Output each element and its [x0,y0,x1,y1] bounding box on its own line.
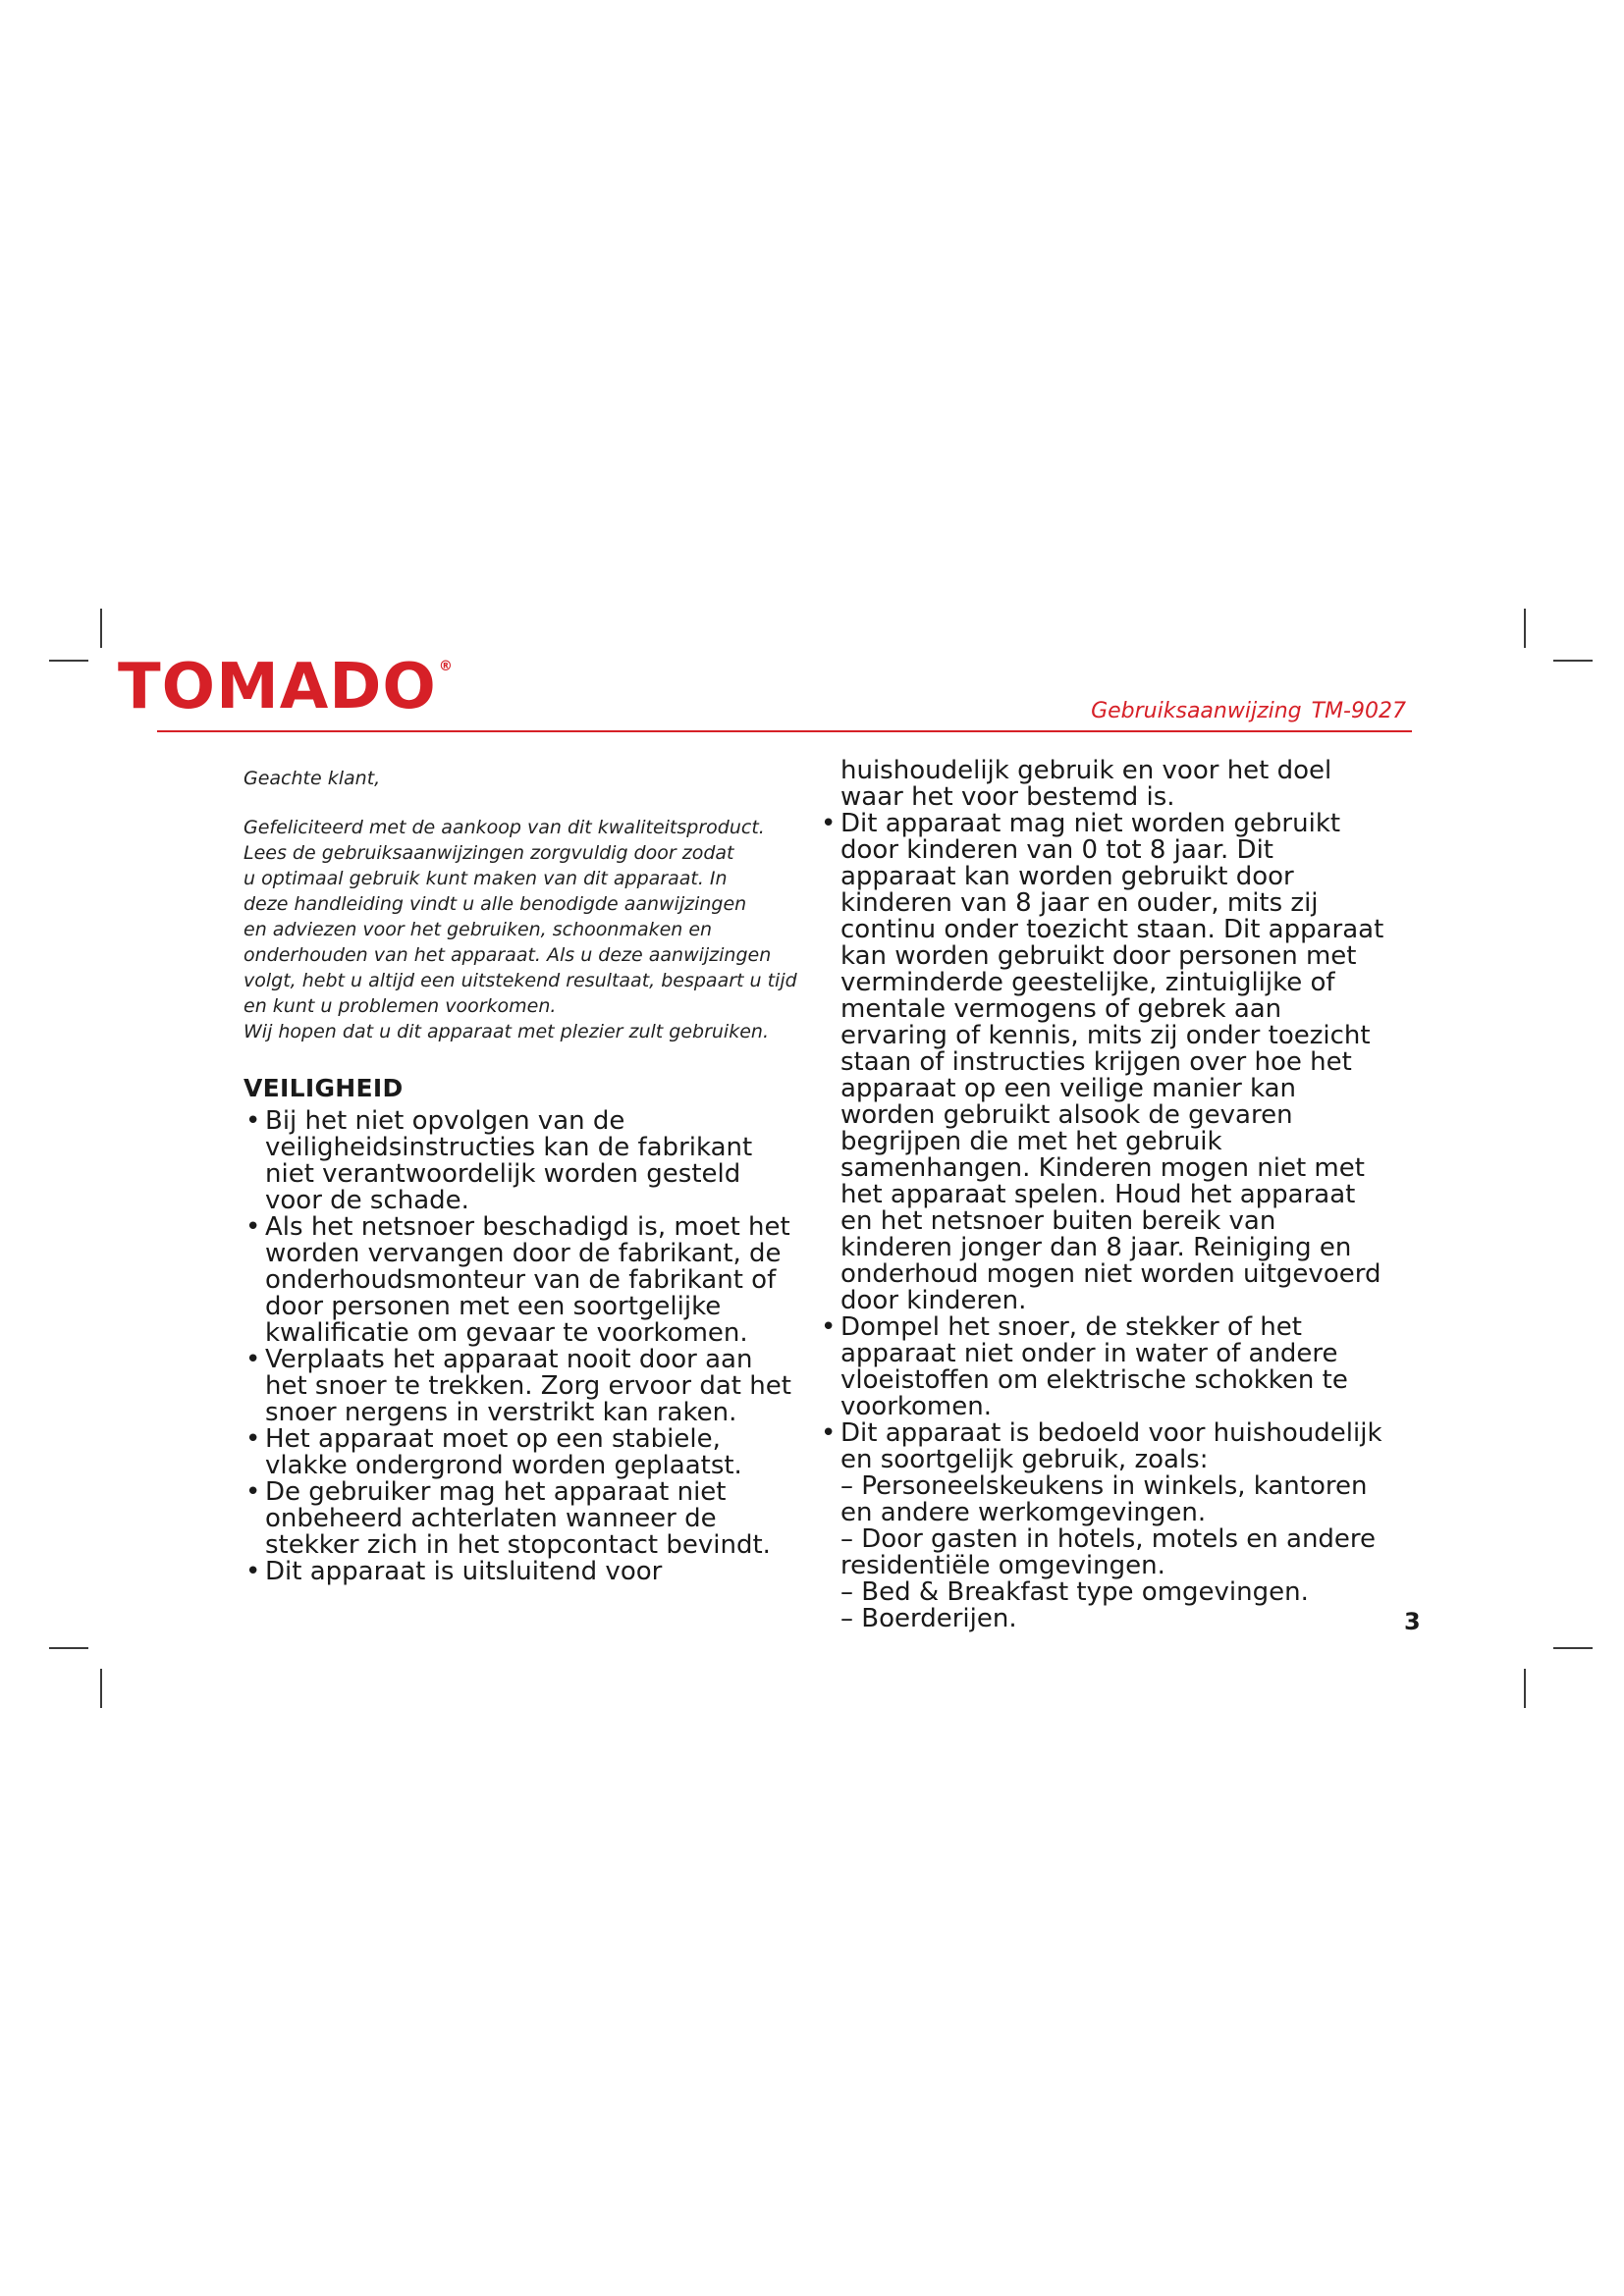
left-column [244,766,801,1585]
page-number: 3 [1404,1608,1421,1635]
intro-line: Gefeliciteerd met de aankoop van dit kwaliteitsproduct. [244,817,765,838]
safety-item: • Dit apparaat is uitsluitend voor [244,1559,801,1585]
safety-item: • De gebruiker mag het apparaat niet onbeheerd achterlaten wanneer de stekker zich in het stopcontact bevindt. [244,1479,801,1559]
safety-item-continuation: huishoudelijk gebruik en voor het doel waar het voor bestemd is. [840,756,1332,812]
safety-item-usage [819,1420,1388,1632]
usage-intro: • Dit apparaat is bedoeld voor huishoudelijk en soortgelijk gebruik, zoals: [840,1418,1382,1474]
usage-subline: – Personeelskeukens in winkels, kantoren en andere werkomgevingen. [840,1471,1368,1527]
crop-mark [100,1669,102,1708]
crop-mark [100,609,102,648]
brand-logo [118,651,454,723]
safety-item: • Verplaats het apparaat nooit door aan het snoer te trekken. Zorg ervoor dat het snoer nergens in verstrikt kan raken. [244,1347,801,1426]
right-column [819,758,1388,1632]
usage-subline: – Boerderijen. [840,1604,1017,1633]
section-title-safety: VEILIGHEID [244,1074,404,1102]
safety-item: • Het apparaat moet op een stabiele, vlakke ondergrond worden geplaatst. [244,1426,801,1479]
intro-line: en kunt u problemen voorkomen. [244,995,557,1017]
document-header [1091,699,1406,723]
intro-line: Wij hopen dat u dit apparaat met plezier zult gebruiken. [244,1021,769,1042]
safety-item: • Bij het niet opvolgen van de veiligheidsinstructies kan de fabrikant niet verantwoordelijk worden gesteld voor de schade. [244,1108,801,1214]
intro-line: en adviezen voor het gebruiken, schoonmaken en [244,919,713,940]
header-divider [157,730,1412,732]
crop-mark [49,660,88,662]
crop-mark [49,1647,88,1649]
crop-mark [1553,1647,1593,1649]
safety-list-left [244,1108,801,1585]
safety-list-right [819,811,1388,1632]
intro-line: onderhouden van het apparaat. Als u deze aanwijzingen [244,944,772,966]
intro-line: u optimaal gebruik kunt maken van dit apparaat. In [244,868,728,889]
intro-line: Lees de gebruiksaanwijzingen zorgvuldig door zodat [244,842,734,864]
safety-item: • Dompel het snoer, de stekker of het apparaat niet onder in water of andere vloeistoffen om elektrische schokken te voorkomen. [819,1314,1388,1420]
registered-mark: ® [438,659,454,674]
salutation: Geachte klant, [244,768,381,789]
brand-name: TOMADO [118,651,437,723]
safety-item: • Dit apparaat mag niet worden gebruikt door kinderen van 0 tot 8 jaar. Dit apparaat kan worden gebruikt door kinderen van 8 jaar en ouder, mits zij continu onder toezicht staan. Dit apparaat kan worden gebruikt door personen met verminderde geestelijke, zintuiglijke of mentale vermogens of gebrek aan ervaring of kennis, mits zij onder toezicht staan of instructies krijgen over hoe het apparaat op een veilige manier kan worden gebruikt alsook de gevaren begrijpen die met het gebruik samenhangen. Kinderen mogen niet met het apparaat spelen. Houd het apparaat en het netsnoer buiten bereik van kinderen jonger dan 8 jaar. Reiniging en onderhoud mogen niet worden uitgevoerd door kinderen. [819,811,1388,1314]
crop-mark [1524,609,1526,648]
intro-text [244,766,801,1044]
safety-item: • Als het netsnoer beschadigd is, moet het worden vervangen door de fabrikant, de onderhoudsmonteur van de fabrikant of door personen met een soortgelijke kwalificatie om gevaar te voorkomen. [244,1214,801,1347]
intro-line: volgt, hebt u altijd een uitstekend resultaat, bespaart u tijd [244,970,797,991]
model-number: TM-9027 [1311,699,1406,723]
doc-title: Gebruiksaanwijzing [1091,699,1302,723]
usage-subline: – Bed & Breakfast type omgevingen. [840,1577,1309,1607]
crop-mark [1524,1669,1526,1708]
usage-subline: – Door gasten in hotels, motels en andere residentiële omgevingen. [840,1524,1377,1580]
intro-line: deze handleiding vindt u alle benodigde aanwijzingen [244,893,747,915]
crop-mark [1553,660,1593,662]
